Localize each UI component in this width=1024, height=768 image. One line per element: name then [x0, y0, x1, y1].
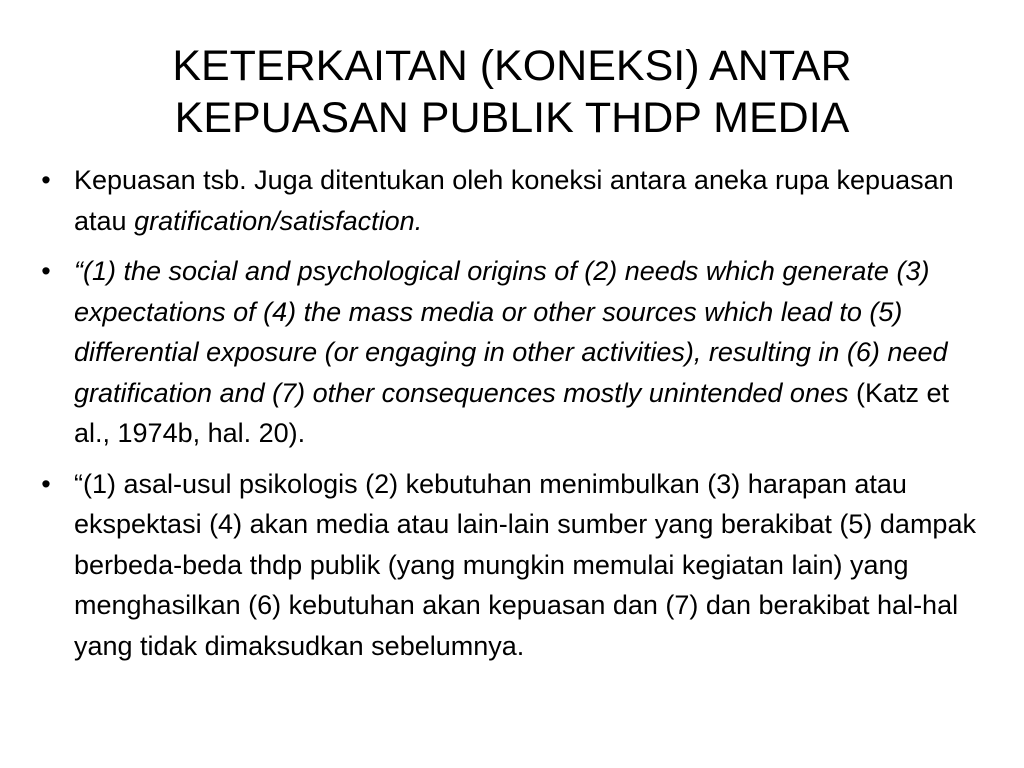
bullet-text-italic: gratification/satisfaction. — [134, 205, 423, 236]
bullet-text-italic: “(1) the social and psychological origins of (2) needs which generate (3) expectations of (4) the mass media or other sources which lead to (5) differential exposure (or engaging in other activities), resulting in (6) need gratification and (7) other consequences mostly unintended ones — [74, 256, 948, 408]
bullet-item-indonesian-translation — [36, 464, 986, 667]
bullet-text: “(1) asal-usul psikologis (2) kebutuhan menimbulkan (3) harapan atau ekspektasi (4) akan media atau lain-lain sumber yang berakibat (5) dampak berbeda-beda thdp publik (yang mungkin memulai kegiatan lain) yang menghasilkan (6) kebutuhan akan kepuasan dan (7) dan berakibat hal-hal yang tidak dimaksudkan sebelumnya. — [74, 468, 976, 661]
bullet-icon: • — [41, 256, 51, 286]
citation-text: (Katz et al., 1974b, hal. 20). — [74, 377, 950, 448]
bullet-item-katz-quote — [36, 251, 986, 454]
bullet-text: Kepuasan tsb. Juga ditentukan oleh koneksi antara aneka rupa kepuasan atau — [74, 165, 954, 236]
bullet-list — [36, 160, 986, 676]
slide-title-line-1: KETERKAITAN (KONEKSI) ANTAR — [172, 42, 852, 90]
slide-title-line-2: KEPUASAN PUBLIK THDP MEDIA — [174, 94, 850, 142]
bullet-icon: • — [41, 165, 51, 195]
bullet-icon: • — [41, 468, 51, 499]
slide-title — [0, 40, 1024, 144]
bullet-item-gratification — [36, 160, 986, 241]
